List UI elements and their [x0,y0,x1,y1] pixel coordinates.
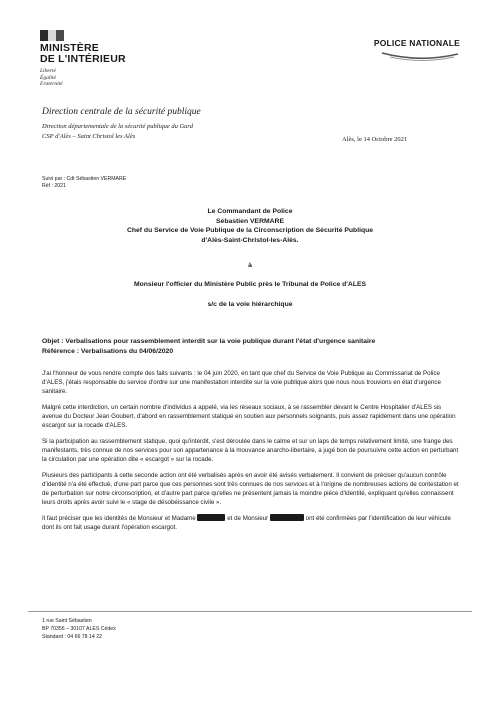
motto-fraternite: Fraternité [40,81,63,87]
sender-rank: Le Commandant de Police [207,208,293,215]
police-logo [374,38,460,66]
police-title: POLICE NATIONALE [373,38,460,48]
csp-name: CSP d'Alès – Saint Christol les Alès [42,133,136,140]
motto-egalite: Égalité [40,74,56,81]
footer-address [42,618,116,641]
letter-body [42,369,462,539]
identities-text-middle: et de Monsieur [227,515,269,522]
direction-block [42,107,201,142]
letter-date: Alès, le 14 Octobre 2021 [342,136,408,143]
police-swoosh-icon [380,51,460,61]
sender-block [60,207,440,245]
subject-line: Objet : Verbalisations pour rassemblement interdit sur la voie publique durant l'état d'urgence sanitaire [42,338,376,345]
footer-postal: BP 70356 – 30107 ALES Cédex [42,625,116,632]
followup-block [42,176,126,190]
redacted-name [270,514,304,521]
ministry-name-line1: MINISTÈRE [40,42,99,54]
motto-liberte: Liberté [40,68,56,74]
footer-phone: Standard : 04 66 78 14 22 [42,633,102,640]
sender-role: Chef du Service de Voie Publique de la Circonscription de Sécurité Publique [126,227,374,234]
recipient: Monsieur l'officier du Ministère Public près le Tribunal de Police d'ALES [133,281,367,288]
body-paragraph: Si la participation au rassemblement statique, quoi qu'interdit, s'est déroulée dans le calme et sur un laps de temps relativement limité, une frange des manifestants, très connue de nos services pour son appartenance à la mouvance anarcho-libertaire, a jugé bon de poursuivre cette action en perturbant la circulation par une opération dite « escargot » sur la rocade. [42,438,459,463]
body-paragraph-identities [42,514,462,532]
footer-street: 1 rue Saint Sébastien [42,618,92,624]
followed-by: Suivi par : Cdt Sébastien VERMARE [42,176,127,182]
to-word: à [248,262,252,269]
body-paragraph: Malgré cette interdiction, un certain nombre d'individus a appelé, via les réseaux sociaux, à se rassembler devant le Centre Hospitalier d'ALES sis avenue du Docteur Jean Goubert, d'abord en rassemblement statique en soutien aux personnels soignants, puis assez rapidement dans une opération escargot sur la rocade d'ALES. [42,404,456,429]
motto [40,68,126,88]
reference-line: Référence : Verbalisations du 04/06/2020 [42,347,174,355]
footer-divider [28,611,472,612]
reference-number: Réf : 2021 [42,183,66,189]
body-paragraph: Plusieurs des participants à cette seconde action ont été verbalisés après en avoir été avisés verbalement. Il convient de préciser qu'aucun contrôle d'identité n'a été effectué, d'une part parce que ces personnes sont très connues de nos services et à l'origine de nombreuses actions de contestation et de perturbation sur notre circonscription, et d'autre part parce qu'elles ne présentent jamais la moindre pièce d'identité, expliquant qu'elles connaissent leurs droits après avoir suivi le « stage de désobéissance civile ». [42,472,459,506]
via-line: s/c de la voie hiérarchique [207,301,293,308]
marianne-flag-icon [40,30,64,41]
sender-circonscription: d'Alès-Saint-Christol-les-Alès. [201,236,299,244]
sender-name: Sébastien VERMARE [216,217,284,225]
body-paragraph: J'ai l'honneur de vous rendre compte des faits suivants : le 04 juin 2020, en tant que chef du Service de Voie Publique au Commissariat de Police d'ALES, j'étais responsable du service d'ordre sur une manifestation interdite sur la voie publique alors que nous nous trouvions en état d'urgence sanitaire. [42,370,441,395]
ministry-name-line2: DE L'INTÉRIEUR [40,53,126,65]
identities-text-start: Il faut préciser que les identités de Monsieur et Madame [42,515,196,522]
subject-block [42,337,462,356]
direction-departmental: Direction départementale de la sécurité publique du Gard [42,123,193,130]
direction-central: Direction centrale de la sécurité publique [42,107,201,117]
ministry-logo [40,30,126,88]
identities-text-end: ont été confirmées par l'identification de leur véhicule dont ils ont fait usage durant l'opération escargot. [42,515,451,531]
redacted-name [197,514,225,521]
